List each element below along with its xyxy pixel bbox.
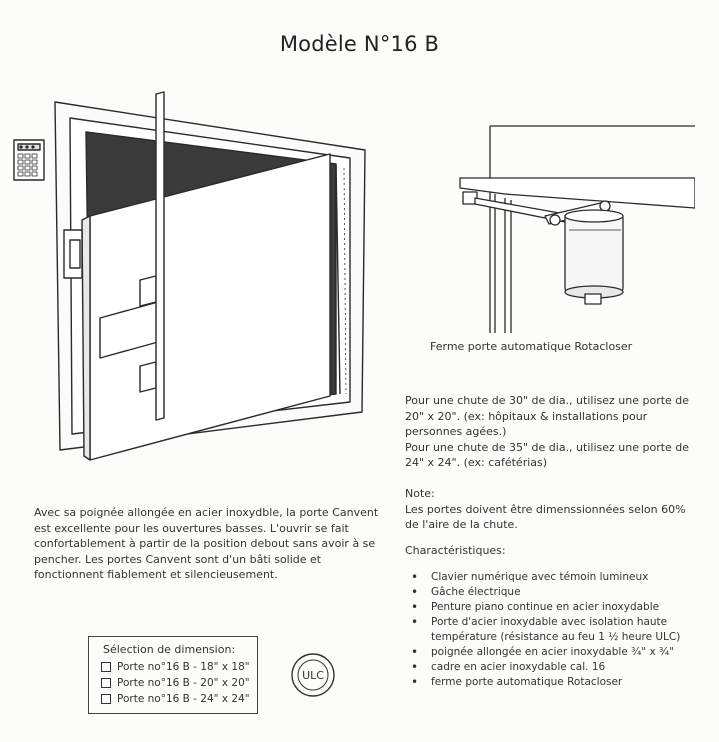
dimension-option[interactable] xyxy=(101,659,257,675)
feature-item: • cadre en acier inoxydable cal. 16 xyxy=(405,660,705,675)
dimension-option-label: Porte no°16 B - 24" x 24" xyxy=(117,693,250,705)
usage-text xyxy=(405,393,690,471)
usage-text-2: Pour une chute de 35" de dia., utilisez une porte de 24" x 24". (ex: cafétérias) xyxy=(405,440,690,469)
characteristics-title: Charactéristiques: xyxy=(405,544,506,557)
dimension-option-label: Porte no°16 B - 20" x 20" xyxy=(117,677,250,689)
feature-item: • ferme porte automatique Rotacloser xyxy=(405,675,705,690)
feature-item-continued: température (résistance au feu 1 ½ heure ULC) xyxy=(431,631,681,643)
checkbox-icon[interactable] xyxy=(101,694,111,704)
dimension-selection-box xyxy=(88,636,258,714)
checkbox-icon[interactable] xyxy=(101,662,111,672)
ulc-logo-text: ULC xyxy=(302,669,324,682)
door-closer-illustration xyxy=(445,118,695,338)
ulc-logo-icon xyxy=(290,652,336,698)
feature-item: • Gâche électrique xyxy=(405,585,705,600)
note-text: Les portes doivent être dimenssionnées selon 60% de l'aire de la chute. xyxy=(405,502,686,531)
note xyxy=(405,486,690,533)
checkbox-icon[interactable] xyxy=(101,678,111,688)
dimension-option-label: Porte no°16 B - 18" x 18" xyxy=(117,661,250,673)
feature-item: • Clavier numérique avec témoin lumineux xyxy=(405,570,705,585)
door-description: Avec sa poignée allongée en acier inoxydble, la porte Canvent est excellente pour les ouvertures basses. L'ouvrir se fait confortablement à partir de la position debout sans avoir à se pencher. Les portes Canvent sont d'un bâti solide et fonctionnent fiablement et silencieusement. xyxy=(34,506,379,581)
page-title: Modèle N°16 B xyxy=(279,32,440,56)
feature-item: • poignée allongée en acier inoxydable ¾" x ¾" xyxy=(405,645,705,660)
door-illustration xyxy=(0,88,380,468)
feature-item: • Porte d'acier inoxydable avec isolation haute xyxy=(405,615,705,630)
dimension-option[interactable] xyxy=(101,675,257,691)
features-list xyxy=(405,570,705,690)
feature-item: • Penture piano continue en acier inoxydable xyxy=(405,600,705,615)
keypad-icon xyxy=(14,140,44,180)
usage-text-1: Pour une chute de 30" de dia., utilisez une porte de 20" x 20". (ex: hôpitaux & installations pour personnes agées.) xyxy=(405,394,690,438)
dimension-title: Sélection de dimension: xyxy=(103,643,236,656)
dimension-option[interactable] xyxy=(101,691,257,707)
note-label: Note: xyxy=(405,487,435,500)
closer-caption: Ferme porte automatique Rotacloser xyxy=(430,340,633,353)
